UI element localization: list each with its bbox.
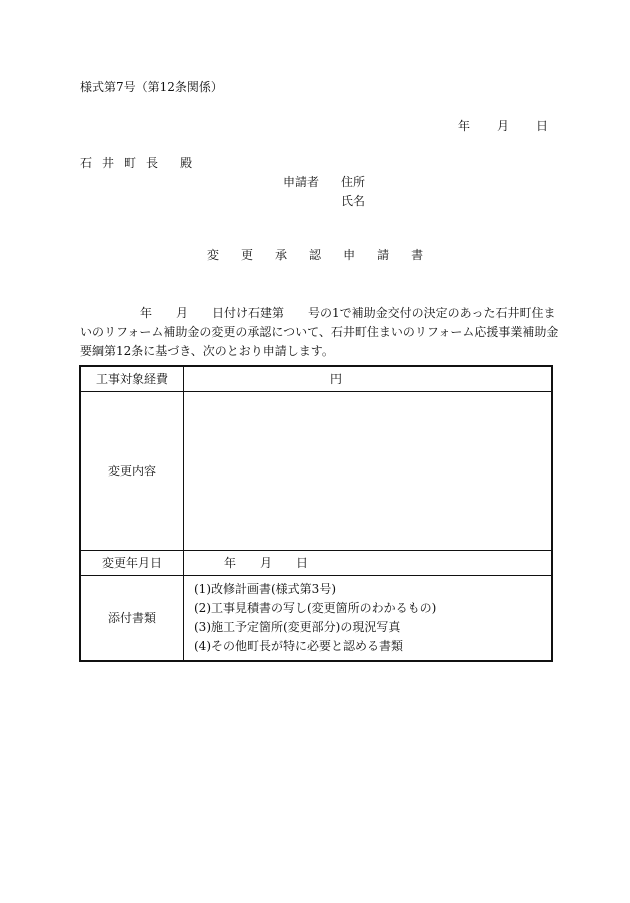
date-month: 月 <box>497 119 510 133</box>
addressee <box>80 157 202 169</box>
addressee-part: 町 <box>124 156 137 170</box>
attachment-item: (1)改修計画書(様式第3号) <box>194 582 336 596</box>
form-number: 様式第7号（第12条関係） <box>80 80 223 94</box>
title-char: 請 <box>377 248 390 262</box>
attachments-row <box>80 576 552 662</box>
change-date-day: 日 <box>296 556 309 570</box>
change-date-year: 年 <box>224 556 237 570</box>
title-char: 変 <box>207 248 220 262</box>
address-label: 住所 <box>341 175 366 189</box>
title-char: 承 <box>275 248 288 262</box>
cost-value-field[interactable] <box>184 366 553 392</box>
body-line-3: 要綱第12条に基づき、次のとおり申請します。 <box>80 344 334 358</box>
name-label: 氏名 <box>341 194 366 208</box>
attachments-label: 添付書類 <box>80 576 184 662</box>
change-content-field[interactable] <box>184 392 553 551</box>
body-line-1: 年 月 日付け石建第 号の1で補助金交付の決定のあった石井町住ま <box>80 306 556 320</box>
title-char: 申 <box>343 248 356 262</box>
change-date-month: 月 <box>260 556 273 570</box>
title-char: 書 <box>411 248 424 262</box>
change-date-field[interactable] <box>184 551 553 576</box>
change-row <box>80 392 552 551</box>
document-title <box>207 249 423 261</box>
title-char: 認 <box>309 248 322 262</box>
date-day: 日 <box>536 119 549 133</box>
attachment-item: (3)施工予定箇所(変更部分)の現況写真 <box>194 620 401 634</box>
application-date <box>458 120 548 132</box>
attachments-list <box>184 576 553 662</box>
change-label: 変更内容 <box>80 392 184 551</box>
date-year: 年 <box>458 119 471 133</box>
cost-label: 工事対象経費 <box>80 366 184 392</box>
body-line-2: いのリフォーム補助金の変更の承認について、石井町住まいのリフォーム応援事業補助金 <box>80 325 559 339</box>
applicant-label: 申請者 <box>283 175 320 189</box>
addressee-part: 長 <box>146 156 159 170</box>
title-char: 更 <box>241 248 254 262</box>
change-date-label: 変更年月日 <box>80 551 184 576</box>
addressee-part: 石 <box>80 156 93 170</box>
body-paragraph <box>80 304 559 361</box>
cost-unit: 円 <box>330 372 343 386</box>
cost-row <box>80 366 552 392</box>
change-date-row <box>80 551 552 576</box>
application-table <box>79 365 553 662</box>
attachment-item: (4)その他町長が特に必要と認める書類 <box>194 639 403 653</box>
attachment-item: (2)工事見積書の写し(変更箇所のわかるもの) <box>194 601 437 615</box>
addressee-part: 井 <box>102 156 115 170</box>
addressee-honorific: 殿 <box>180 156 193 170</box>
